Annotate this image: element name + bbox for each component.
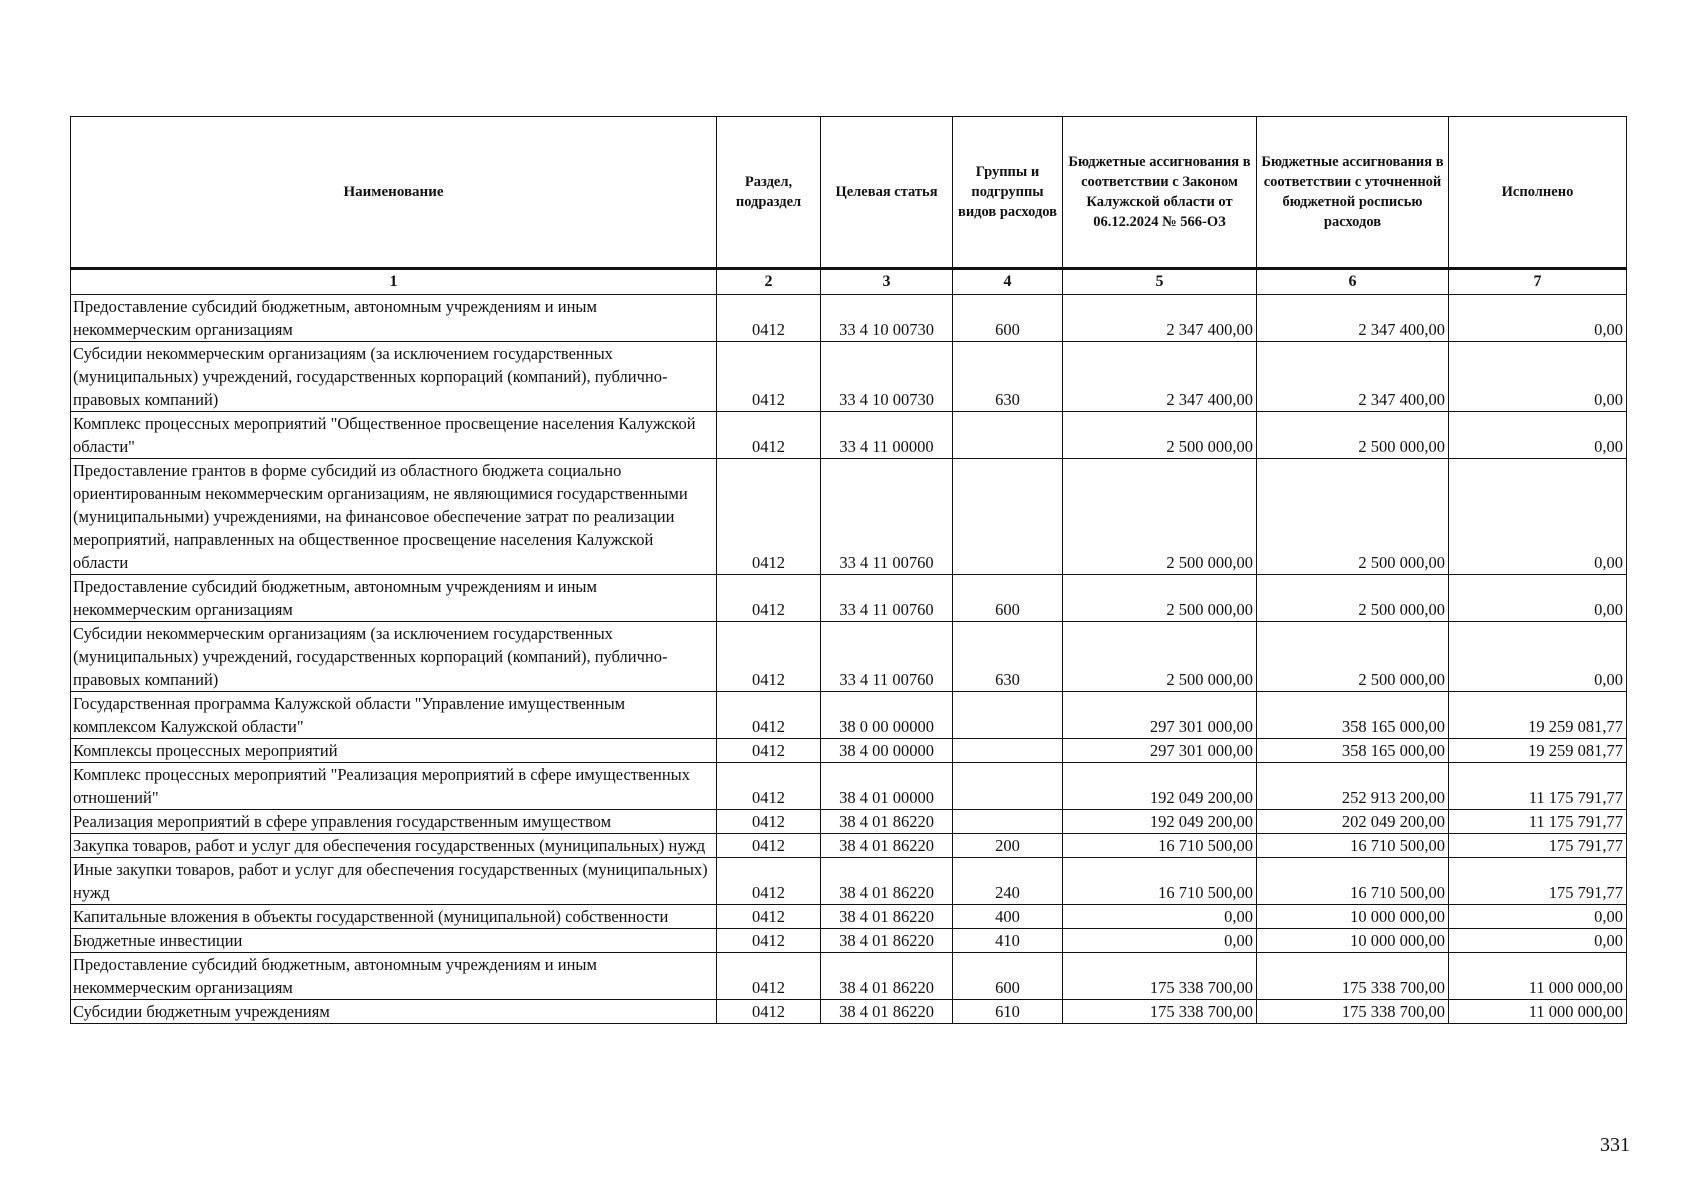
row-target-item: 38 4 01 86220: [821, 810, 953, 834]
row-refined-allocation: 2 347 400,00: [1257, 342, 1449, 412]
row-expense-group: 400: [953, 905, 1063, 929]
row-section-code: 0412: [717, 953, 821, 1000]
row-name: Предоставление грантов в форме субсидий из областного бюджета социально ориентированным некоммерческим организациям, не являющимися государственными (муниципальными) учреждениями, на финансовое обеспечение затрат по реализации мероприятий, направленных на общественное просвещение населения Калужской области: [71, 459, 717, 575]
row-executed: 0,00: [1449, 575, 1627, 622]
row-section-code: 0412: [717, 905, 821, 929]
row-law-allocation: 2 500 000,00: [1063, 412, 1257, 459]
row-refined-allocation: 2 500 000,00: [1257, 575, 1449, 622]
row-law-allocation: 192 049 200,00: [1063, 763, 1257, 810]
row-section-code: 0412: [717, 1000, 821, 1024]
row-expense-group: 600: [953, 575, 1063, 622]
row-law-allocation: 2 500 000,00: [1063, 575, 1257, 622]
row-name: Бюджетные инвестиции: [71, 929, 717, 953]
row-executed: 0,00: [1449, 295, 1627, 342]
row-section-code: 0412: [717, 929, 821, 953]
row-refined-allocation: 10 000 000,00: [1257, 905, 1449, 929]
row-target-item: 38 4 01 86220: [821, 905, 953, 929]
row-section-code: 0412: [717, 739, 821, 763]
column-number: 5: [1063, 269, 1257, 295]
row-law-allocation: 2 500 000,00: [1063, 622, 1257, 692]
row-target-item: 38 4 01 86220: [821, 1000, 953, 1024]
table-body: [71, 295, 1627, 1024]
column-number: 6: [1257, 269, 1449, 295]
row-executed: 0,00: [1449, 622, 1627, 692]
row-executed: 11 000 000,00: [1449, 953, 1627, 1000]
row-refined-allocation: 2 500 000,00: [1257, 459, 1449, 575]
row-expense-group: 200: [953, 834, 1063, 858]
row-refined-allocation: 10 000 000,00: [1257, 929, 1449, 953]
row-law-allocation: 2 347 400,00: [1063, 342, 1257, 412]
row-refined-allocation: 2 500 000,00: [1257, 412, 1449, 459]
row-name: Иные закупки товаров, работ и услуг для обеспечения государственных (муниципальных) нужд: [71, 858, 717, 905]
row-expense-group: 410: [953, 929, 1063, 953]
row-section-code: 0412: [717, 575, 821, 622]
table-row: [71, 342, 1627, 412]
table-row: [71, 739, 1627, 763]
row-section-code: 0412: [717, 342, 821, 412]
column-number: 2: [717, 269, 821, 295]
header-section: Раздел, подраздел: [717, 117, 821, 269]
row-refined-allocation: 16 710 500,00: [1257, 858, 1449, 905]
table-row: [71, 763, 1627, 810]
row-target-item: 38 4 01 86220: [821, 858, 953, 905]
row-law-allocation: 2 500 000,00: [1063, 459, 1257, 575]
row-target-item: 38 4 01 86220: [821, 953, 953, 1000]
row-law-allocation: 175 338 700,00: [1063, 953, 1257, 1000]
row-executed: 0,00: [1449, 459, 1627, 575]
header-target-item: Целевая статья: [821, 117, 953, 269]
row-law-allocation: 0,00: [1063, 929, 1257, 953]
row-target-item: 38 4 00 00000: [821, 739, 953, 763]
row-name: Субсидии некоммерческим организациям (за исключением государственных (муниципальных) учреждений, государственных корпораций (компаний), публично-правовых компаний): [71, 342, 717, 412]
row-name: Реализация мероприятий в сфере управления государственным имуществом: [71, 810, 717, 834]
row-name: Предоставление субсидий бюджетным, автономным учреждениям и иным некоммерческим организациям: [71, 953, 717, 1000]
table-row: [71, 412, 1627, 459]
header-law-allocation: Бюджетные ассигнования в соответствии с Законом Калужской области от 06.12.2024 № 566-ОЗ: [1063, 117, 1257, 269]
row-target-item: 38 4 01 00000: [821, 763, 953, 810]
table-row: [71, 622, 1627, 692]
row-name: Комплексы процессных мероприятий: [71, 739, 717, 763]
row-name: Субсидии некоммерческим организациям (за исключением государственных (муниципальных) учреждений, государственных корпораций (компаний), публично-правовых компаний): [71, 622, 717, 692]
row-executed: 0,00: [1449, 905, 1627, 929]
row-target-item: 33 4 11 00760: [821, 622, 953, 692]
row-expense-group: [953, 459, 1063, 575]
row-name: Комплекс процессных мероприятий "Реализация мероприятий в сфере имущественных отношений": [71, 763, 717, 810]
row-refined-allocation: 2 347 400,00: [1257, 295, 1449, 342]
header-executed: Исполнено: [1449, 117, 1627, 269]
column-numbers: [71, 269, 1627, 295]
table-row: [71, 929, 1627, 953]
table-row: [71, 810, 1627, 834]
column-number: 7: [1449, 269, 1627, 295]
row-section-code: 0412: [717, 810, 821, 834]
row-section-code: 0412: [717, 622, 821, 692]
row-executed: 0,00: [1449, 412, 1627, 459]
row-expense-group: 630: [953, 342, 1063, 412]
row-expense-group: [953, 763, 1063, 810]
column-number: 1: [71, 269, 717, 295]
row-name: Предоставление субсидий бюджетным, автономным учреждениям и иным некоммерческим организациям: [71, 575, 717, 622]
row-name: Комплекс процессных мероприятий "Общественное просвещение населения Калужской области": [71, 412, 717, 459]
row-refined-allocation: 175 338 700,00: [1257, 953, 1449, 1000]
row-target-item: 33 4 10 00730: [821, 295, 953, 342]
row-refined-allocation: 2 500 000,00: [1257, 622, 1449, 692]
row-section-code: 0412: [717, 692, 821, 739]
row-law-allocation: 297 301 000,00: [1063, 692, 1257, 739]
row-target-item: 38 0 00 00000: [821, 692, 953, 739]
row-law-allocation: 2 347 400,00: [1063, 295, 1257, 342]
row-executed: 19 259 081,77: [1449, 692, 1627, 739]
table-header: [71, 117, 1627, 269]
row-section-code: 0412: [717, 412, 821, 459]
row-expense-group: 610: [953, 1000, 1063, 1024]
row-target-item: 33 4 11 00760: [821, 575, 953, 622]
header-name: Наименование: [71, 117, 717, 269]
row-section-code: 0412: [717, 763, 821, 810]
table-row: [71, 692, 1627, 739]
row-target-item: 33 4 11 00760: [821, 459, 953, 575]
table-row: [71, 905, 1627, 929]
row-name: Закупка товаров, работ и услуг для обеспечения государственных (муниципальных) нужд: [71, 834, 717, 858]
row-executed: 0,00: [1449, 929, 1627, 953]
row-expense-group: 630: [953, 622, 1063, 692]
row-expense-group: 600: [953, 295, 1063, 342]
row-refined-allocation: 202 049 200,00: [1257, 810, 1449, 834]
column-number: 3: [821, 269, 953, 295]
row-expense-group: 600: [953, 953, 1063, 1000]
row-law-allocation: 0,00: [1063, 905, 1257, 929]
row-refined-allocation: 175 338 700,00: [1257, 1000, 1449, 1024]
table-row: [71, 459, 1627, 575]
header-expense-group: Группы и подгруппы видов расходов: [953, 117, 1063, 269]
row-name: Субсидии бюджетным учреждениям: [71, 1000, 717, 1024]
row-law-allocation: 297 301 000,00: [1063, 739, 1257, 763]
row-expense-group: [953, 412, 1063, 459]
table-row: [71, 1000, 1627, 1024]
table-row: [71, 575, 1627, 622]
row-executed: 175 791,77: [1449, 834, 1627, 858]
row-expense-group: [953, 739, 1063, 763]
row-refined-allocation: 358 165 000,00: [1257, 739, 1449, 763]
row-law-allocation: 175 338 700,00: [1063, 1000, 1257, 1024]
row-target-item: 33 4 11 00000: [821, 412, 953, 459]
row-law-allocation: 16 710 500,00: [1063, 834, 1257, 858]
table-row: [71, 858, 1627, 905]
row-executed: 0,00: [1449, 342, 1627, 412]
row-executed: 175 791,77: [1449, 858, 1627, 905]
budget-table-sheet: [70, 116, 1626, 1024]
row-section-code: 0412: [717, 834, 821, 858]
row-name: Государственная программа Калужской области "Управление имущественным комплексом Калужской области": [71, 692, 717, 739]
row-name: Капитальные вложения в объекты государственной (муниципальной) собственности: [71, 905, 717, 929]
row-section-code: 0412: [717, 459, 821, 575]
row-executed: 19 259 081,77: [1449, 739, 1627, 763]
row-target-item: 38 4 01 86220: [821, 929, 953, 953]
row-refined-allocation: 16 710 500,00: [1257, 834, 1449, 858]
column-number: 4: [953, 269, 1063, 295]
budget-table: [70, 116, 1627, 1024]
row-refined-allocation: 358 165 000,00: [1257, 692, 1449, 739]
row-expense-group: [953, 810, 1063, 834]
page-number: 331: [1600, 1134, 1630, 1156]
row-expense-group: 240: [953, 858, 1063, 905]
row-name: Предоставление субсидий бюджетным, автономным учреждениям и иным некоммерческим организациям: [71, 295, 717, 342]
table-row: [71, 953, 1627, 1000]
row-executed: 11 175 791,77: [1449, 810, 1627, 834]
header-refined-allocation: Бюджетные ассигнования в соответствии с уточненной бюджетной росписью расходов: [1257, 117, 1449, 269]
row-refined-allocation: 252 913 200,00: [1257, 763, 1449, 810]
row-expense-group: [953, 692, 1063, 739]
table-row: [71, 295, 1627, 342]
row-executed: 11 000 000,00: [1449, 1000, 1627, 1024]
row-law-allocation: 16 710 500,00: [1063, 858, 1257, 905]
row-target-item: 33 4 10 00730: [821, 342, 953, 412]
row-section-code: 0412: [717, 295, 821, 342]
row-law-allocation: 192 049 200,00: [1063, 810, 1257, 834]
row-target-item: 38 4 01 86220: [821, 834, 953, 858]
table-row: [71, 834, 1627, 858]
row-section-code: 0412: [717, 858, 821, 905]
row-executed: 11 175 791,77: [1449, 763, 1627, 810]
